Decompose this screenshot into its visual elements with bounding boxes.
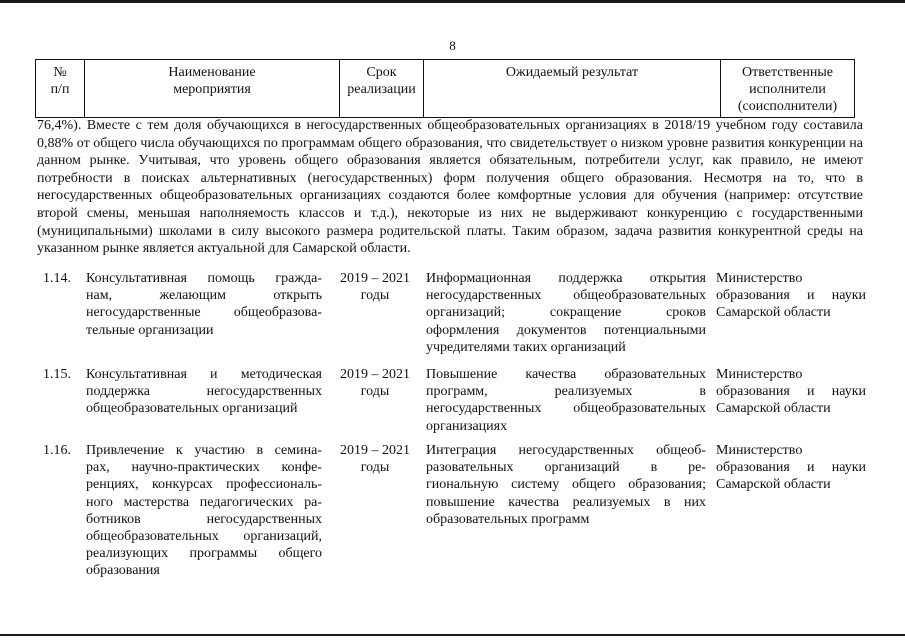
row-executor-line: образования и науки [716,384,866,400]
row-result-line: Информационная поддержка открытия [426,271,706,286]
header-name [85,60,340,118]
row-result-line: образовательных программ [426,511,590,527]
row-result-line: Интеграция негосударственных общеоб- [426,443,706,458]
row-result [426,270,706,356]
row-result-line: Повышение качества образовательных [426,367,706,382]
header-number-line: № [53,65,67,80]
row-name-line: Привлечение к участию в семина- [86,443,322,458]
row-term-line: годы [360,288,390,304]
header-result-line: Ожидаемый результат [505,65,639,80]
row-term-line: годы [360,384,390,400]
header-name-line: мероприятия [173,82,251,97]
row-executor-line: Министерство [716,367,803,382]
row-executor-line: Самарской области [716,305,831,321]
row-result-line: негосударственных общеобразовательных [426,401,706,417]
header-executors-line: исполнители [749,82,826,97]
header-executors-line: (соисполнители) [737,99,838,114]
row-term-line: 2019 – 2021 [340,367,410,382]
row-name-line: ботников негосударственных [86,511,322,527]
row-result-line: организациях [426,418,508,434]
header-number-line: п/п [50,82,70,97]
header-executors-line: Ответственные [742,65,833,80]
header-result [424,60,721,118]
row-executor [716,270,866,322]
row-term [334,270,416,304]
row-name-line: общеобразовательных организаций, [86,529,322,545]
row-term-line: 2019 – 2021 [340,443,410,458]
row-executor-line: Самарской области [716,401,831,417]
row-executor-line: Министерство [716,271,803,286]
row-name-line: Консультативная и методическая [86,367,322,382]
row-term-line: годы [360,460,390,476]
row-result-line: оформления документов потенциальными [426,322,706,338]
row-name [86,442,322,580]
top-border [0,0,905,3]
row-executor-line: Министерство [716,443,803,458]
body-paragraph: 76,4%). Вместе с тем доля обучающихся в негосударственных общеобразовательных организациях в 2018/19 учебном году составила 0,88% от общего числа обучающихся по программам общего образования, что свидетельствует о низком уровне развития конкуренции на данном рынке. Учитывая, что уровень общего образования является обязательным, потребители услуг, как правило, не имеют потребности в поисках альтернативных (негосударственных) форм получения общего образования. Несмотря на то, что в негосударственных общеобразовательных организациях создаются более комфортные условия для обучения (например: отсутствие второй смены, меньшая наполняемость классов и т.д.), некоторые из них не выдерживают конкуренцию с государственными (муниципальными) школами в силу высокого размера родительской платы. Таким образом, задача развития конкурентной среды на указанном рынке является актуальной для Самарской области. [37,118,863,257]
row-name-line: реализующих программы общего [86,546,322,562]
header-term-line: Срок [366,65,397,80]
header-number [36,60,85,118]
row-executor-line: Самарской области [716,477,831,493]
row-name-line: поддержка негосударственных [86,384,322,400]
row-name-line: ного мастерства педагогических ра- [86,494,322,510]
row-name-line: нам, желающим открыть [86,288,322,304]
row-term [334,366,416,400]
row-result-line: негосударственных общеобразовательных [426,288,706,304]
header-term-line: реализации [347,82,416,97]
header-term [340,60,424,118]
row-executor [716,442,866,494]
row-result-line: учредителями таких организаций [426,339,626,355]
row-result-line: повышение качества реализуемых в них [426,494,706,510]
row-name-line: общеобразовательных организаций [86,401,298,417]
row-name-line: негосударственные общеобразова- [86,305,322,321]
row-result-line: программ, реализуемых в [426,384,706,400]
row-name [86,366,322,418]
row-result-line: разовательных организаций в ре- [426,460,706,476]
row-name-line: образования [86,563,160,579]
row-number: 1.15. [43,367,71,382]
row-result [426,442,706,528]
bottom-border [0,634,905,636]
header-executors [721,60,855,118]
page-number: 8 [449,38,456,53]
row-executor-line: образования и науки [716,288,866,304]
row-number: 1.14. [43,271,71,286]
row-executor [716,366,866,418]
row-number: 1.16. [43,443,71,458]
row-name-line: тельные организации [86,322,214,338]
row-term-line: 2019 – 2021 [340,271,410,286]
row-result [426,366,706,435]
row-name-line: Консультативная помощь гражда- [86,271,322,286]
row-executor-line: образования и науки [716,460,866,476]
row-name [86,270,322,339]
row-name-line: рах, научно-практических конфе- [86,460,322,476]
row-name-line: ренциях, конкурсах профессиональ- [86,477,322,493]
row-result-line: организаций; сокращение сроков [426,305,706,321]
header-name-line: Наименование [168,65,256,80]
row-result-line: гиональную систему общего образования; [426,477,706,493]
table-header [35,59,855,118]
row-term [334,442,416,476]
